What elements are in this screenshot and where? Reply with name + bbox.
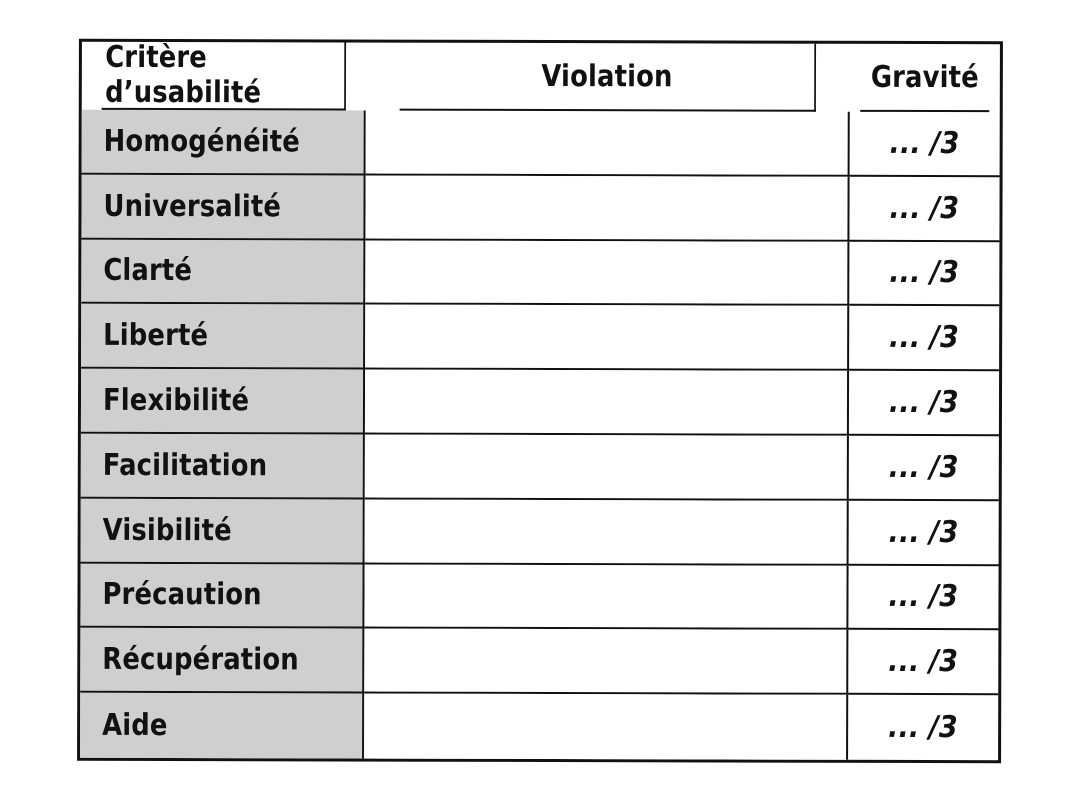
criterion-cell xyxy=(81,369,365,435)
severity-score: ... /3 xyxy=(888,579,959,615)
criterion-label: Homogénéité xyxy=(103,123,301,160)
severity-score: ... /3 xyxy=(888,514,959,550)
severity-score: ... /3 xyxy=(889,190,960,226)
criterion-cell xyxy=(81,304,365,370)
severity-score: ... /3 xyxy=(888,644,959,680)
severity-cell[interactable] xyxy=(849,436,999,501)
criterion-label: Récupération xyxy=(102,642,299,678)
violation-cell[interactable] xyxy=(365,370,849,436)
violation-cell[interactable] xyxy=(365,435,849,501)
criterion-label: Clarté xyxy=(103,253,193,289)
severity-score: ... /3 xyxy=(888,710,959,746)
violation-cell[interactable] xyxy=(365,499,849,565)
severity-score: ... /3 xyxy=(889,320,960,356)
violation-cell[interactable] xyxy=(364,629,848,695)
header-violation: Violation xyxy=(400,43,816,112)
severity-cell[interactable] xyxy=(850,112,1000,177)
severity-cell[interactable] xyxy=(849,371,999,436)
criterion-label: Aide xyxy=(102,707,168,744)
criterion-label: Universalité xyxy=(103,188,282,225)
criterion-cell xyxy=(81,499,365,565)
header-severity: Gravité xyxy=(860,44,989,112)
violation-cell[interactable] xyxy=(365,175,849,241)
severity-cell[interactable] xyxy=(848,695,998,760)
severity-cell[interactable] xyxy=(848,630,998,695)
criterion-label: Visibilité xyxy=(102,512,232,548)
severity-score: ... /3 xyxy=(888,449,959,485)
severity-cell[interactable] xyxy=(849,501,999,566)
violation-cell[interactable] xyxy=(365,240,849,306)
severity-cell[interactable] xyxy=(849,177,999,242)
header-criterion: Critère d’usabilité xyxy=(102,42,346,111)
severity-cell[interactable] xyxy=(849,241,999,306)
criterion-label: Précaution xyxy=(102,577,262,613)
violation-cell[interactable] xyxy=(366,111,850,177)
criterion-cell xyxy=(80,563,364,629)
criterion-label: Flexibilité xyxy=(102,382,250,419)
criterion-cell xyxy=(81,175,365,241)
criterion-cell xyxy=(82,110,366,176)
violation-cell[interactable] xyxy=(364,564,848,630)
criterion-cell xyxy=(81,239,365,305)
usability-evaluation-table xyxy=(77,39,1003,763)
violation-cell[interactable] xyxy=(365,305,849,371)
severity-score: ... /3 xyxy=(889,125,960,161)
criterion-cell xyxy=(81,434,365,500)
criterion-label: Facilitation xyxy=(102,447,268,484)
criterion-label: Liberté xyxy=(103,318,209,354)
severity-cell[interactable] xyxy=(848,565,998,630)
violation-cell[interactable] xyxy=(364,694,848,760)
severity-score: ... /3 xyxy=(888,385,959,421)
criterion-cell xyxy=(80,693,364,759)
severity-score: ... /3 xyxy=(889,255,960,291)
criterion-cell xyxy=(80,628,364,694)
severity-cell[interactable] xyxy=(849,306,999,371)
